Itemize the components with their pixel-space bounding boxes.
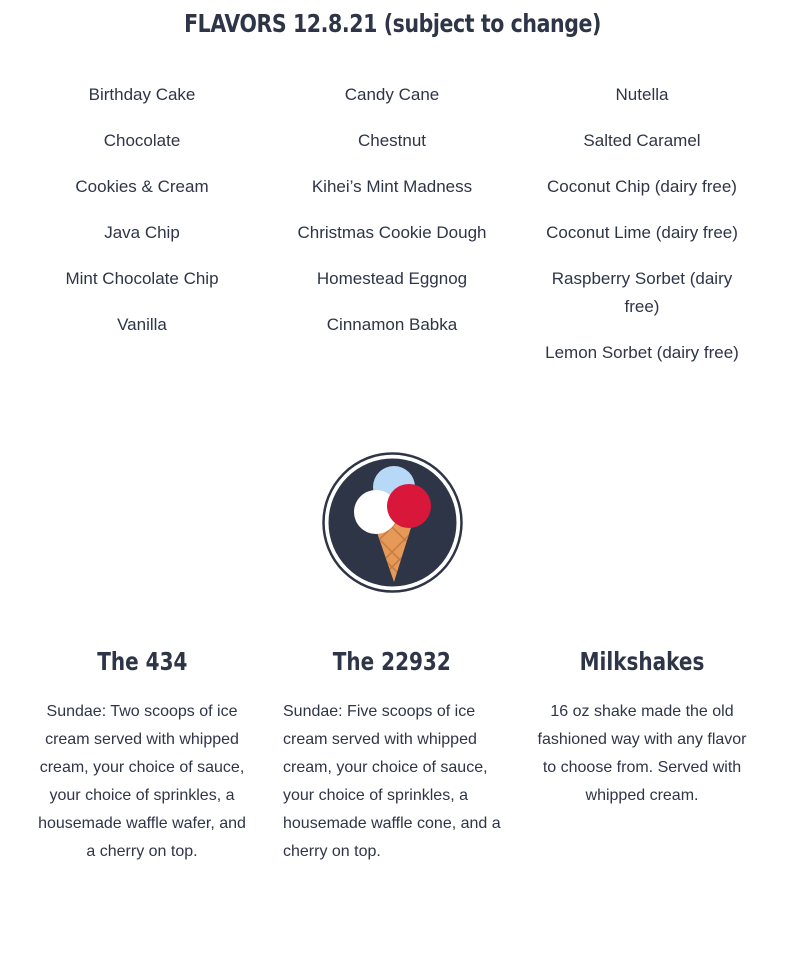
flavor-item: Salted Caramel <box>583 131 701 150</box>
flavor-column-2 <box>267 81 517 385</box>
ice-cream-logo <box>322 452 463 593</box>
flavor-item: Chestnut <box>357 131 427 150</box>
menu-item <box>17 642 267 866</box>
flavor-item: Lemon Sorbet (dairy free) <box>545 343 739 362</box>
flavor-item: Christmas Cookie Dough <box>297 223 487 242</box>
ice-cream-cone-icon <box>322 452 463 593</box>
menu-items <box>17 642 768 866</box>
menu-item-title: The 434 <box>96 647 188 676</box>
flavor-item: Kihei’s Mint Madness <box>311 177 473 196</box>
flavor-item: Java Chip <box>104 223 180 242</box>
flavor-item: Mint Chocolate Chip <box>65 269 219 288</box>
flavor-item: Cinnamon Babka <box>326 315 458 334</box>
flavor-item: Birthday Cake <box>88 85 196 104</box>
menu-item-title: Milkshakes <box>579 647 705 676</box>
flavor-column-1 <box>17 81 267 385</box>
flavor-item: Vanilla <box>117 315 167 334</box>
flavor-item: Chocolate <box>103 131 181 150</box>
flavor-item: Nutella <box>615 85 669 104</box>
flavor-item: Cookies & Cream <box>75 177 209 196</box>
menu-item <box>267 642 517 866</box>
menu-item-description: 16 oz shake made the old fashioned way with any flavor to choose from. Served with whipped cream. <box>537 703 747 804</box>
menu-item <box>517 642 767 866</box>
flavor-column-3 <box>517 81 767 385</box>
flavor-item: Homestead Eggnog <box>316 269 468 288</box>
menu-item-title: The 22932 <box>333 647 451 676</box>
menu-item-description: Sundae: Two scoops of ice cream served with whipped cream, your choice of sauce, your choice of sprinkles, a housemade waffle wafer, and a cherry on top. <box>38 703 246 860</box>
menu-item-description: Sundae: Five scoops of ice cream served with whipped cream, your choice of sauce, your choice of sprinkles, a housemade waffle cone, and a cherry on top. <box>283 703 501 860</box>
flavor-item: Coconut Chip (dairy free) <box>547 177 737 196</box>
flavor-item: Candy Cane <box>344 85 440 104</box>
page-title: FLAVORS 12.8.21 (subject to change) <box>184 9 601 38</box>
flavor-item: Raspberry Sorbet (dairy free) <box>551 269 733 316</box>
flavor-list <box>17 81 768 385</box>
flavor-item: Coconut Lime (dairy free) <box>546 223 738 242</box>
